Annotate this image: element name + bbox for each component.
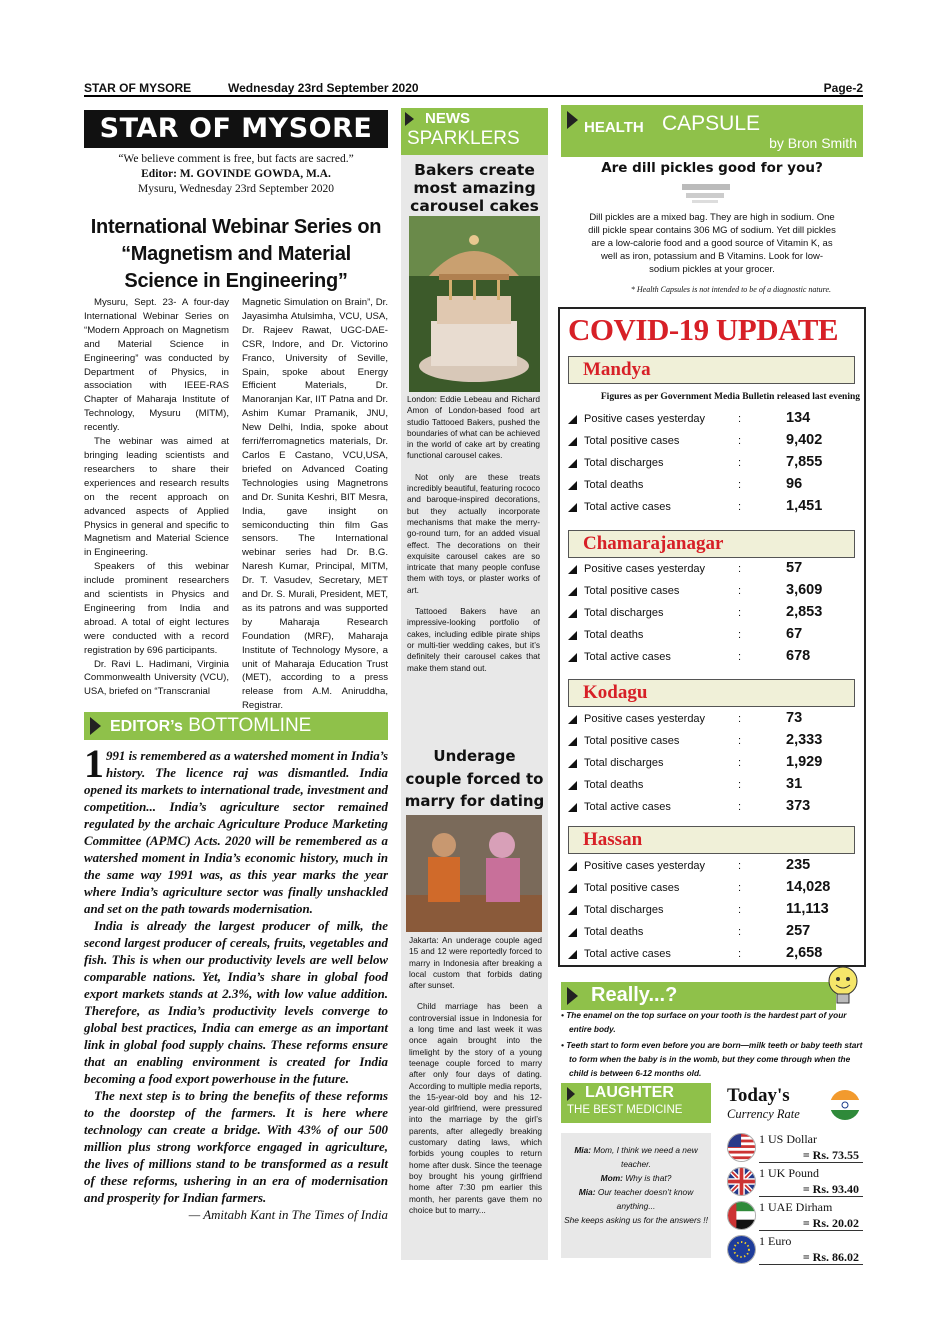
stat-label: Total deaths [584,629,644,641]
covid-stat-row [568,454,858,474]
news-sparklers-header [401,108,548,155]
article-column-1 [84,296,229,699]
joke-line: Mom: Why is that? [600,1173,672,1183]
joke-line: Mia: Our teacher doesn’t know anything... [578,1187,694,1211]
stat-label: Total deaths [584,926,644,938]
triangle-bullet-icon [568,884,577,893]
covid-stat-row [568,901,858,921]
stat-colon: : [738,948,742,960]
stat-colon: : [738,629,742,641]
header-date: Wednesday 23rd September 2020 [228,81,419,95]
news-paragraph: Child marriage has been a controversial issue in Indonesia for a long time and last week it was once again brought into the limelight by the story of a young teenage couple forced to marry after only four days of dating. According to multiple media reports, the 15-year-old boy and his 12-year-old girlfriend, were pressured into the marriage by the girl’s parents, after allegedly breaking customary dating laws, which forbids young couples to return home after dusk. Since the teenage boy brought his young girlfriend home after 7:30 pm earlier this month, her parents gave them no choice but to marry... [409,1001,542,1215]
laughter-joke [561,1133,711,1258]
triangle-bullet-icon [568,715,577,724]
stat-label: Total deaths [584,479,644,491]
stat-colon: : [738,457,742,469]
stat-label: Total discharges [584,457,664,469]
currency-subtitle: Currency Rate [727,1107,800,1121]
stat-value: 57 [786,560,803,576]
stat-label: Total active cases [584,651,671,663]
triangle-bullet-icon [568,609,577,618]
masthead-logo: STAR OF MYSORE [84,110,388,148]
stat-value: 2,853 [786,604,823,620]
section-title: EDITOR’s BOTTOMLINE [110,715,312,736]
stat-value: 9,402 [786,432,823,448]
fact-item: • The enamel on the top surface on your tooth is the hardest part of your entire body. [561,1010,847,1034]
triangle-bullet-icon [568,437,577,446]
stat-colon: : [738,479,742,491]
currency-item [727,1235,863,1267]
page-header [84,80,863,97]
page-number: Page-2 [823,81,863,95]
stat-colon: : [738,435,742,447]
news-title-carousel: Bakers create most amazing carousel cakes [410,161,539,215]
carousel-cake-photo [409,216,540,392]
uk-flag-icon [727,1167,756,1196]
stat-label: Total discharges [584,607,664,619]
stat-value: 2,333 [786,732,823,748]
stat-label: Total positive cases [584,735,680,747]
stat-value: 373 [786,798,811,814]
stat-colon: : [738,801,742,813]
stat-value: 11,113 [786,901,829,917]
fact-item: • Teeth start to form even before you are born—milk teeth or baby teeth start to form when the baby is in the womb, but they come through when the child is between 6-12 months old. [561,1040,863,1078]
covid-stat-row [568,498,858,518]
stat-value: 235 [786,857,811,873]
covid-stat-row [568,626,858,646]
stat-label: Total discharges [584,757,664,769]
triangle-bullet-icon [568,862,577,871]
stat-label: Total positive cases [584,435,680,447]
stat-label: Total positive cases [584,882,680,894]
news-paragraph: Not only are these treats incredibly beautiful, featuring rococo and baroque-inspired decorations, but they actually incorporate mechanisms that make the merry-go-round turn, for an added visual effect. The decorations on their exquisite carousel cakes are so intricate that many people confuse them with toys, or plaster works of art. [407,471,540,595]
stat-label: Total positive cases [584,585,680,597]
covid-stat-row [568,754,858,774]
triangle-bullet-icon [568,503,577,512]
currency-rate: = Rs. 86.02 [802,1250,859,1264]
us-flag-icon [727,1133,756,1162]
editorial-paragraph: India is already the largest producer of milk, the second largest producer of cereals, fruits, vegetables and fish. This is when our productivity levels are well below comparable nations. Yet, India’s share in global food export markets stands at 2.3%, with low value addition. Therefore, as India’s productivity levels converge to global best practices, India can emerge as an important link in global food supply chains. These reforms ensure that an enabling environment is created for India becoming a food export powerhouse in the future. [84,919,388,1086]
stat-colon: : [738,585,742,597]
district-header: Mandya [568,356,855,384]
stat-colon: : [738,607,742,619]
article-paragraph: Magnetic Simulation on Brain”, Dr. Jayasimha Atulsimha, VCU, USA, Dr. Rajeev Rawat, UGC-DAE-CSR, Indore, and Dr. Victorino Franco, University of Seville, Spain, spoke about Energy Efficient Materials, Dr. Manoranjan Kar, IIT Patna and Dr. Ashim Kumar Pramanik, JNU, New Delhi, India, spoke about ferri/ferromagnetics materials, Dr. Carlos E Castano, VCU,USA, briefed on Advanced Coating Technologies using Magnetrons and Dr. Sunita Keshri, BIT Mesra, India, gave insight on semiconducting thin film Gas sensors. The International webinar series had Dr. B.G. Naresh Kumar, Principal, MITM, Dr. T. Vasudev, Secretary, MET and Dr. S. Murali, President, MET, as its patrons and was supported by Maharaja Research Foundation (MRF), Maharaja Institute of Technology Mysore, a unit of Maharaja Education Trust (MET), according to a press release from A.M. Aniruddha, Registrar. [242,297,388,712]
article-paragraph: Speakers of this webinar include prominent researchers and scientists in Physics and Engineering from India and abroad. A total of eight lectures were conducted with a record registration by 696 participants. [84,561,229,656]
health-disclaimer: * Health Capsules is not intended to be of a diagnostic nature. [630,285,831,294]
currency-name: 1 US Dollar [759,1132,817,1146]
covid-title: COVID-19 UPDATE [568,312,839,347]
stat-value: 2,658 [786,945,823,961]
stat-value: 73 [786,710,803,726]
triangle-icon [567,111,578,129]
currency-item [727,1167,863,1199]
stat-label: Total active cases [584,801,671,813]
editorial-source: — Amitabh Kant in The Times of India [188,1208,388,1222]
district-header: Kodagu [568,679,855,707]
triangle-icon [90,717,101,735]
stat-label: Total active cases [584,501,671,513]
currency-rate: = Rs. 20.02 [802,1216,859,1230]
triangle-bullet-icon [568,928,577,937]
section-label: HEALTH [584,119,644,136]
editorial-paragraph: 991 is remembered as a watershed moment in India’s history. The licence raj was dismantled. India opened its markets to international trade, investment and competition... India’s agriculture sector remained regulated by the archaic Agriculture Produce Marketing Committee (APMC) Acts. 2020 will be remembered as a watershed moment in India’s economic history, much in the same way 1991 was, as this year marks the year where India’s agriculture sector was finally unshackled and set on the path towards modernisation. [84,749,388,916]
news-story-couple [409,935,542,1216]
triangle-bullet-icon [568,950,577,959]
triangle-icon [405,112,414,126]
joke-line: She keeps asking us for the answers !! [564,1215,708,1225]
masthead-motto: “We believe comment is free, but facts are sacred.” [118,153,354,165]
section-label: CAPSULE [662,112,761,135]
district-header: Chamarajanagar [568,530,855,558]
news-paragraph: Jakarta: An underage couple aged 15 and 12 were reportedly forced to marry in Indonesia after breaking a local custom that forbids dating after sunset. [409,935,542,991]
article-paragraph: Dr. Ravi L. Hadimani, Virginia Commonwealth University (VCU), USA, briefed on “Transcranial [84,658,229,698]
covid-stat-row [568,604,858,624]
stat-colon: : [738,860,742,872]
triangle-bullet-icon [568,587,577,596]
stat-colon: : [738,501,742,513]
article-headline: International Webinar Series on “Magnetism and Material Science in Engineering” [90,216,382,292]
currency-title: Today's [727,1085,790,1106]
triangle-bullet-icon [568,737,577,746]
lightbulb-icon [824,964,862,1012]
currency-rate: = Rs. 73.55 [802,1148,859,1162]
stat-colon: : [738,563,742,575]
news-paragraph: Tattooed Bakers have an impressive-looking portfolio of cakes, including edible pirate ships or multi-tier wedding cakes, but it’s definitely their carousel cakes that make them stand out. [407,606,540,673]
stat-value: 14,028 [786,879,831,895]
uae-flag-icon [727,1201,756,1230]
covid-stat-row [568,732,858,752]
triangle-icon [567,987,578,1005]
stat-label: Positive cases yesterday [584,563,706,575]
covid-stat-row [568,476,858,496]
stat-colon: : [738,882,742,894]
news-title-couple: Underage couple forced to marry for dating [404,747,545,810]
stat-value: 134 [786,410,811,426]
stat-label: Total active cases [584,948,671,960]
drop-cap: 1 [84,741,104,786]
stat-colon: : [738,651,742,663]
covid-source-note: Figures as per Government Media Bulletin released last evening [600,392,860,402]
section-label: THE BEST MEDICINE [567,1104,683,1116]
joke-line: Mia: Mom, I think we need a new teacher. [574,1145,698,1169]
news-paragraph: London: Eddie Lebeau and Richard Amon of London-based food art studio Tattooed Bakers, pushed the boundaries of what can be achieved in the world of cake art by creating functional carousel cakes. [407,394,540,461]
stat-label: Total deaths [584,779,644,791]
covid-stat-row [568,923,858,943]
stat-colon: : [738,779,742,791]
eu-flag-icon [727,1235,756,1264]
stat-value: 257 [786,923,811,939]
stat-value: 1,451 [786,498,823,514]
section-title: Really...? [591,984,678,1006]
really-header [561,982,836,1010]
editorial-paragraph: The next step is to bring the benefits of these reforms to the doorstep of the farmers. It is here where technology can create a bridge. With 43% of our 500 million plus strong workforce engaged in agriculture, the lives of millions stand to be transformed as a result of these reforms, ushering in an era of modernisation and prosperity for Indian farmers. [84,1089,388,1205]
stat-colon: : [738,413,742,425]
currency-name: 1 UK Pound [759,1166,820,1180]
stat-label: Positive cases yesterday [584,413,706,425]
covid-stat-row [568,582,858,602]
section-label: LAUGHTER [585,1084,674,1101]
triangle-bullet-icon [568,459,577,468]
stat-value: 3,609 [786,582,823,598]
currency-header [727,1085,863,1125]
stat-colon: : [738,926,742,938]
covid-stat-row [568,560,858,580]
triangle-bullet-icon [568,653,577,662]
covid-stat-row [568,857,858,877]
triangle-icon [567,1087,575,1101]
stat-colon: : [738,735,742,747]
stat-value: 7,855 [786,454,823,470]
pickle-image [680,181,732,205]
triangle-bullet-icon [568,803,577,812]
stat-label: Positive cases yesterday [584,713,706,725]
health-byline: by Bron Smith [769,135,857,151]
covid-stat-row [568,410,858,430]
covid-stat-row [568,945,858,965]
really-facts [561,1008,863,1080]
stat-colon: : [738,757,742,769]
laughter-header [561,1083,711,1123]
stat-label: Total discharges [584,904,664,916]
currency-name: 1 Euro [759,1234,792,1248]
couple-photo [406,815,542,932]
triangle-bullet-icon [568,565,577,574]
currency-name: 1 UAE Dirham [759,1200,833,1214]
district-header: Hassan [568,826,855,854]
masthead-dateline: Mysuru, Wednesday 23rd September 2020 [138,183,334,195]
triangle-bullet-icon [568,759,577,768]
triangle-bullet-icon [568,415,577,424]
covid-stat-row [568,648,858,668]
section-label: NEWS [425,110,470,127]
covid-stat-row [568,710,858,730]
currency-item [727,1201,863,1233]
stat-value: 31 [786,776,803,792]
covid-stat-row [568,879,858,899]
triangle-bullet-icon [568,631,577,640]
stat-value: 67 [786,626,803,642]
covid-stat-row [568,776,858,796]
stat-colon: : [738,713,742,725]
triangle-bullet-icon [568,481,577,490]
covid-stat-row [568,432,858,452]
editorial-text [84,741,388,1224]
article-paragraph: The webinar was aimed at bringing leading scientists and researchers to share their experiences and research results on the recent approach on advanced aspects of Applied Physics in general and specific to Magnetism and Material Science in Engineering. [84,436,229,559]
section-label: SPARKLERS [407,128,520,149]
news-story-carousel [407,394,540,674]
stat-value: 678 [786,648,811,664]
currency-rate: = Rs. 93.40 [802,1182,859,1196]
triangle-bullet-icon [568,781,577,790]
article-column-2 [242,296,388,713]
masthead-info [84,152,388,197]
stat-value: 96 [786,476,803,492]
stat-value: 1,929 [786,754,823,770]
stat-colon: : [738,904,742,916]
india-flag-icon [829,1089,861,1121]
covid-stat-row [568,798,858,818]
health-capsule-header [561,105,863,157]
masthead-editor: Editor: M. GOVINDE GOWDA, M.A. [141,168,331,180]
health-question: Are dill pickles good for you? [601,160,823,176]
editors-bottomline-header [84,712,388,740]
header-paper-name: STAR OF MYSORE [84,81,192,95]
health-body: Dill pickles are a mixed bag. They are high in sodium. One dill pickle spear contains 306 MG of sodium. Yet dill pickles are a low-calorie food and a good source of Vitamin K, as well as iron, potassium and B Vitamins. Look for low-sodium pickles at your grocer. [588,212,836,275]
currency-item [727,1133,863,1165]
triangle-bullet-icon [568,906,577,915]
article-paragraph: Mysuru, Sept. 23- A four-day International Webinar Series on “Modern Approach on Magnetism and Material Science in Engineering” was conducted by Department of Physics, in association with IEEE-RAS Chapter of Maharaja Institute of Technology, Mysuru (MITM), recently. [84,297,229,434]
stat-label: Positive cases yesterday [584,860,706,872]
